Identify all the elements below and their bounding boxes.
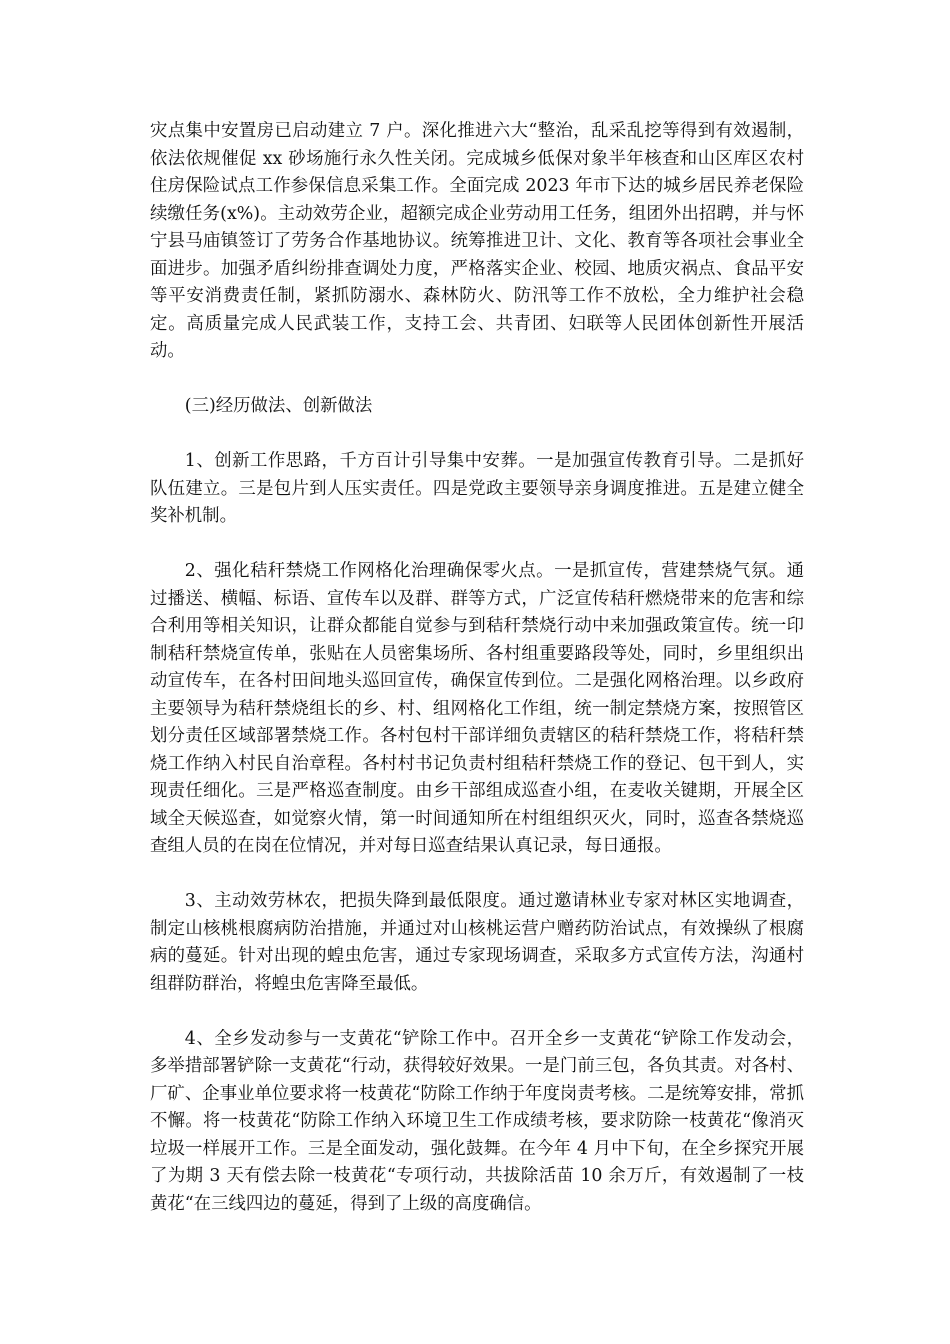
text-line: 强政策宣传。统一印制秸秆禁烧宣传单，张贴在人员密集场所、各村组重要路 [150, 616, 804, 664]
text-line: 式宣传方法，沟通村组群防群治，将蝗虫危害降至最低。 [150, 946, 804, 994]
text-line: 位。二是强化网格治理。以乡政府主要领导为秸秆禁烧组长的乡、村、组网格 [150, 671, 804, 719]
text-line: 其责。对各村、厂矿、企事业单位要求将一枝黄花“防除工作纳于年度岗责考 [150, 1056, 804, 1104]
text-line: 4、全乡发动参与一支黄花“铲除工作中。召开全乡一支黄花“铲除工作发 [184, 1028, 751, 1049]
text-line: 核。二是统筹安排，常抓不懈。将一枝黄花“防除工作纳入环境卫生工作成绩 [150, 1083, 804, 1131]
text-line: 五是建立健全奖补机制。 [150, 478, 804, 526]
text-line: 落实企业、校园、地质灾祸点、食品平安等平安消费责任制，紧抓防溺水、森 [150, 258, 804, 306]
text-line: 巡查制度。由乡干部组成巡查小组，在麦收关键期，开展全区域全天候巡查， [150, 781, 804, 829]
text-line: 是抓好队伍建立。三是包片到人压实责任。四是党政主要领导亲身调度推进。 [150, 451, 804, 499]
text-line: 考核，要求防除一枝黄花“像消灭垃圾一样展开工作。三是全面发动，强化鼓 [150, 1111, 804, 1159]
text-line: 遏制，依法依规催促 xx 砂场施行永久性关闭。完成城乡低保对象半年核查和 [150, 121, 804, 169]
text-line: 如觉察火情，第一时间通知所在村组组织灭火，同时，巡查各禁烧巡查组人员 [150, 808, 804, 856]
section-heading [150, 393, 804, 421]
text-line: 来的危害和综合利用等相关知识，让群众都能自觉参与到秸秆禁烧行动中来加 [150, 588, 804, 636]
text-line: 的在岗在位情况，并对每日巡查结果认真记录，每日通报。 [219, 836, 672, 856]
text-line: 调查，制定山核桃根腐病防治措施，并通过对山核桃运营户赠药防治试点，有 [150, 891, 804, 939]
text-line: 1、创新工作思路，千方百计引导集中安葬。一是加强宣传教育引导。二 [184, 451, 751, 471]
text-line: 化工作组，统一制定禁烧方案，按照管区划分责任区域部署禁烧工作。各村包 [150, 698, 804, 746]
text-line: 段等处，同时，乡里组织出动宣传车，在各村田间地头巡回宣传，确保宣传到 [150, 643, 804, 691]
text-line: 山区库区农村住房保险试点工作参保信息采集工作。全面完成 2023 年市下达 [150, 148, 804, 196]
text-line: 林防火、防汛等工作不放松，全力维护社会稳定。高质量完成人民武装工作， [150, 286, 804, 334]
text-line: 3、主动效劳林农，把损失降到最低限度。通过邀请林业专家对林区实地 [184, 891, 751, 911]
text-line: 了上级的高度确信。 [384, 1193, 542, 1214]
paragraph-item-2 [150, 558, 804, 861]
paragraph-continuation [150, 118, 804, 366]
text-line: 的城乡居民养老保险续缴任务(x%)。主动效劳企业，超额完成企业劳动用工任 [150, 176, 804, 224]
text-line: 效操纵了根腐病的蔓延。针对出现的蝗虫危害，通过专家现场调查，采取多方 [150, 918, 804, 966]
text-line: (三)经历做法、创新做法 [184, 396, 373, 416]
text-line: 舞。在今年 4 月中下旬，在全乡探究开展了为期 3 天有偿去除一枝黄花“专项 [150, 1138, 804, 1186]
document-page [150, 118, 804, 1246]
text-line: 动会，多举措部署铲除一支黄花“行动，获得较好效果。一是门前三包，各负 [150, 1028, 804, 1076]
text-line: 支持工会、共青团、妇联等人民团体创新性开展活动。 [150, 313, 804, 361]
text-line: 2、强化秸秆禁烧工作网格化治理确保零火点。一是抓宣传，营建禁烧气 [184, 561, 751, 581]
text-line: 氛。通过播送、横幅、标语、宣传车以及群、群等方式，广泛宣传秸秆燃烧带 [150, 561, 804, 609]
text-line: 计、文化、教育等各项社会事业全面进步。加强矛盾纠纷排查调处力度，严格 [150, 231, 804, 279]
text-line: 灾点集中安置房已启动建立 7 户。深化推进六大“整治，乱采乱挖等得到有效 [150, 121, 752, 141]
text-line: 务，组团外出招聘，并与怀宁县马庙镇签订了劳务合作基地协议。统筹推进卫 [150, 203, 804, 251]
paragraph-item-4 [150, 1026, 804, 1219]
text-line: 村干部详细负责辖区的秸秆禁烧工作，将秸秆禁烧工作纳入村民自治章程。各 [150, 726, 804, 774]
paragraph-item-1 [150, 448, 804, 531]
text-line: 行动，共拔除活苗 10 余万斤，有效遏制了一枝黄花“在三线四边的蔓延，得到 [150, 1166, 805, 1214]
paragraph-item-3 [150, 888, 804, 998]
text-line: 村村书记负责村组秸秆禁烧工作的登记、包干到人，实现责任细化。三是严格 [150, 753, 804, 801]
